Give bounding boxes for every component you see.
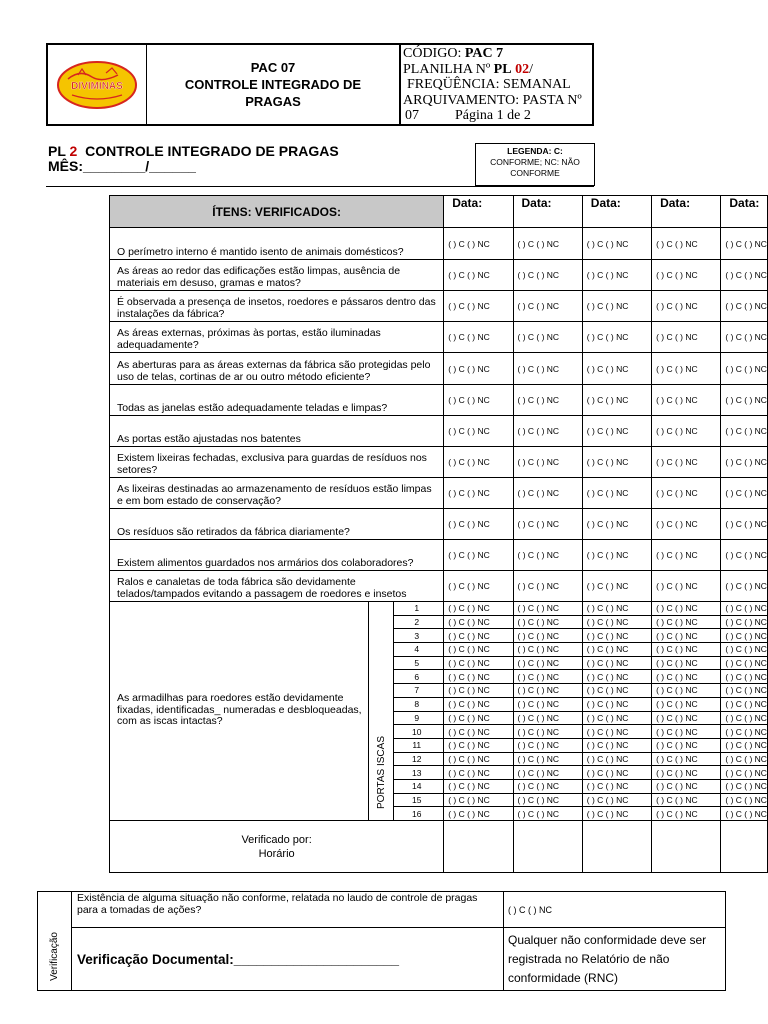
conformity-checkbox-day-1[interactable]: ( ) C ( ) NC bbox=[444, 447, 513, 478]
conformity-checkbox-day-3[interactable]: ( ) C ( ) NC bbox=[582, 385, 651, 416]
conformity-checkbox-day-5[interactable]: ( ) C ( ) NC bbox=[721, 602, 768, 616]
code-label: CÓDIGO: bbox=[403, 46, 462, 61]
conformity-checkbox-day-5[interactable]: ( ) C ( ) NC bbox=[721, 540, 768, 571]
trap-number: 4 bbox=[394, 643, 444, 657]
trap-number: 3 bbox=[394, 629, 444, 643]
traps-vertical-label: PORTAS ISCAS bbox=[375, 736, 387, 809]
table-row bbox=[110, 571, 768, 602]
trap-number: 8 bbox=[394, 697, 444, 711]
trap-number: 2 bbox=[394, 615, 444, 629]
conformity-checkbox-day-5[interactable]: ( ) C ( ) NC bbox=[721, 416, 768, 447]
trap-row bbox=[110, 602, 768, 616]
conformity-checkbox-day-3[interactable]: ( ) C ( ) NC bbox=[582, 725, 651, 739]
conformity-checkbox-day-4[interactable]: ( ) C ( ) NC bbox=[652, 602, 721, 616]
trap-number: 13 bbox=[394, 766, 444, 780]
form-title-block bbox=[48, 144, 339, 174]
logo-graphic bbox=[48, 45, 146, 124]
trap-number: 14 bbox=[394, 779, 444, 793]
conformity-checkbox-day-3[interactable]: ( ) C ( ) NC bbox=[582, 322, 651, 353]
document-title bbox=[147, 45, 401, 124]
conformity-checkbox-day-2[interactable]: ( ) C ( ) NC bbox=[513, 447, 582, 478]
question-3: É observada a presença de insetos, roedores e pássaros dentro das instalações da fábrica? bbox=[110, 291, 444, 322]
conformity-checkbox-day-1[interactable]: ( ) C ( ) NC bbox=[444, 684, 513, 698]
archive-number: 07 bbox=[405, 108, 419, 123]
trap-number: 7 bbox=[394, 684, 444, 698]
conformity-checkbox-day-4[interactable]: ( ) C ( ) NC bbox=[652, 322, 721, 353]
conformity-checkbox-day-5[interactable]: ( ) C ( ) NC bbox=[721, 656, 768, 670]
divider bbox=[46, 186, 594, 187]
time-label: Horário bbox=[258, 847, 295, 860]
conformity-checkbox-day-2[interactable]: ( ) C ( ) NC bbox=[513, 752, 582, 766]
conformity-checkbox-day-4[interactable]: ( ) C ( ) NC bbox=[652, 540, 721, 571]
conformity-checkbox-day-5[interactable]: ( ) C ( ) NC bbox=[721, 228, 768, 260]
conformity-checkbox-day-2[interactable]: ( ) C ( ) NC bbox=[513, 615, 582, 629]
conformity-checkbox-day-2[interactable]: ( ) C ( ) NC bbox=[513, 725, 582, 739]
document-header bbox=[46, 43, 594, 126]
conformity-checkbox-day-4[interactable]: ( ) C ( ) NC bbox=[652, 697, 721, 711]
conformity-checkbox-day-1[interactable]: ( ) C ( ) NC bbox=[444, 629, 513, 643]
conformity-checkbox-day-2[interactable]: ( ) C ( ) NC bbox=[513, 385, 582, 416]
conformity-checkbox-day-1[interactable]: ( ) C ( ) NC bbox=[444, 807, 513, 821]
conformity-checkbox-day-3[interactable]: ( ) C ( ) NC bbox=[582, 807, 651, 821]
traps-vertical-cell bbox=[368, 602, 394, 821]
conformity-checkbox-day-5[interactable]: ( ) C ( ) NC bbox=[721, 670, 768, 684]
table-row bbox=[110, 447, 768, 478]
conformity-checkbox-day-3[interactable]: ( ) C ( ) NC bbox=[582, 711, 651, 725]
conformity-checkbox-day-5[interactable]: ( ) C ( ) NC bbox=[721, 615, 768, 629]
conformity-checkbox-day-2[interactable]: ( ) C ( ) NC bbox=[513, 738, 582, 752]
conformity-checkbox-day-2[interactable]: ( ) C ( ) NC bbox=[513, 807, 582, 821]
trap-number: 6 bbox=[394, 670, 444, 684]
conformity-checkbox-day-1[interactable]: ( ) C ( ) NC bbox=[444, 571, 513, 602]
conformity-checkbox-day-2[interactable]: ( ) C ( ) NC bbox=[513, 571, 582, 602]
table-row bbox=[110, 260, 768, 291]
conformity-checkbox-day-2[interactable]: ( ) C ( ) NC bbox=[513, 478, 582, 509]
conformity-checkbox-day-2[interactable]: ( ) C ( ) NC bbox=[513, 260, 582, 291]
rnc-note: Qualquer não conformidade deve ser registrada no Relatório de não conformidade (RNC) bbox=[504, 928, 726, 991]
conformity-checkbox-day-3[interactable]: ( ) C ( ) NC bbox=[582, 478, 651, 509]
conformity-checkbox-day-3[interactable]: ( ) C ( ) NC bbox=[582, 670, 651, 684]
verification-table bbox=[109, 195, 768, 873]
conformity-checkbox-day-3[interactable]: ( ) C ( ) NC bbox=[582, 447, 651, 478]
trap-number: 12 bbox=[394, 752, 444, 766]
title-line-1: PAC 07 bbox=[250, 60, 296, 75]
conformity-checkbox-day-5[interactable]: ( ) C ( ) NC bbox=[721, 684, 768, 698]
conformity-checkbox-day-5[interactable]: ( ) C ( ) NC bbox=[721, 478, 768, 509]
sheet-slash: / bbox=[529, 61, 533, 77]
table-row bbox=[110, 385, 768, 416]
conformity-checkbox-day-4[interactable]: ( ) C ( ) NC bbox=[652, 509, 721, 540]
conformity-checkbox-day-3[interactable]: ( ) C ( ) NC bbox=[582, 228, 651, 260]
conformity-checkbox-day-1[interactable]: ( ) C ( ) NC bbox=[444, 228, 513, 260]
question-10: Os resíduos são retirados da fábrica diariamente? bbox=[110, 509, 444, 540]
verification-vertical-label: Verificação bbox=[49, 932, 60, 981]
conformity-checkbox-day-3[interactable]: ( ) C ( ) NC bbox=[582, 629, 651, 643]
title-line-2: CONTROLE INTEGRADO DE bbox=[184, 77, 362, 92]
conformity-checkbox-day-4[interactable]: ( ) C ( ) NC bbox=[652, 571, 721, 602]
question-9: As lixeiras destinadas ao armazenamento de resíduos estão limpas e em bom estado de conservação? bbox=[110, 478, 444, 509]
sheet-pl: PL bbox=[493, 61, 512, 77]
conformity-checkbox-day-3[interactable]: ( ) C ( ) NC bbox=[582, 602, 651, 616]
legend-line-3: CONFORME bbox=[510, 168, 560, 178]
verification-vertical-cell bbox=[38, 892, 72, 991]
conformity-checkbox-day-1[interactable]: ( ) C ( ) NC bbox=[444, 656, 513, 670]
table-row bbox=[110, 228, 768, 260]
sheet-label: PLANILHA Nº bbox=[403, 61, 491, 77]
pl-number: 2 bbox=[69, 143, 78, 159]
conformity-checkbox-day-2[interactable]: ( ) C ( ) NC bbox=[513, 416, 582, 447]
conformity-checkbox-day-1[interactable]: ( ) C ( ) NC bbox=[444, 779, 513, 793]
conformity-checkbox-day-1[interactable]: ( ) C ( ) NC bbox=[444, 615, 513, 629]
conformity-checkbox-day-2[interactable]: ( ) C ( ) NC bbox=[513, 670, 582, 684]
conformity-checkbox-day-1[interactable]: ( ) C ( ) NC bbox=[444, 291, 513, 322]
conformity-checkbox-day-2[interactable]: ( ) C ( ) NC bbox=[513, 779, 582, 793]
conformity-checkbox-day-5[interactable]: ( ) C ( ) NC bbox=[721, 725, 768, 739]
conformity-checkbox-day-3[interactable]: ( ) C ( ) NC bbox=[582, 571, 651, 602]
conformity-checkbox-day-4[interactable]: ( ) C ( ) NC bbox=[652, 752, 721, 766]
conformity-checkbox-day-5[interactable]: ( ) C ( ) NC bbox=[721, 807, 768, 821]
conformity-checkbox-day-4[interactable]: ( ) C ( ) NC bbox=[652, 793, 721, 807]
conformity-checkbox-day-3[interactable]: ( ) C ( ) NC bbox=[582, 697, 651, 711]
conformity-checkbox-day-2[interactable]: ( ) C ( ) NC bbox=[513, 602, 582, 616]
situation-cnc-checkbox[interactable]: ( ) C ( ) NC bbox=[504, 892, 726, 928]
conformity-checkbox-day-4[interactable]: ( ) C ( ) NC bbox=[652, 684, 721, 698]
conformity-checkbox-day-5[interactable]: ( ) C ( ) NC bbox=[721, 509, 768, 540]
conformity-checkbox-day-2[interactable]: ( ) C ( ) NC bbox=[513, 697, 582, 711]
table-row bbox=[110, 509, 768, 540]
conformity-checkbox-day-4[interactable]: ( ) C ( ) NC bbox=[652, 416, 721, 447]
conformity-checkbox-day-3[interactable]: ( ) C ( ) NC bbox=[582, 353, 651, 385]
conformity-checkbox-day-5[interactable]: ( ) C ( ) NC bbox=[721, 291, 768, 322]
question-4: As áreas externas, próximas às portas, estão iluminadas adequadamente? bbox=[110, 322, 444, 353]
conformity-checkbox-day-4[interactable]: ( ) C ( ) NC bbox=[652, 738, 721, 752]
conformity-checkbox-day-1[interactable]: ( ) C ( ) NC bbox=[444, 711, 513, 725]
conformity-checkbox-day-2[interactable]: ( ) C ( ) NC bbox=[513, 793, 582, 807]
conformity-checkbox-day-5[interactable]: ( ) C ( ) NC bbox=[721, 643, 768, 657]
question-7: As portas estão ajustadas nos batentes bbox=[110, 416, 444, 447]
trap-number: 16 bbox=[394, 807, 444, 821]
conformity-checkbox-day-4[interactable]: ( ) C ( ) NC bbox=[652, 478, 721, 509]
conformity-checkbox-day-3[interactable]: ( ) C ( ) NC bbox=[582, 291, 651, 322]
trap-number: 1 bbox=[394, 602, 444, 616]
conformity-checkbox-day-5[interactable]: ( ) C ( ) NC bbox=[721, 322, 768, 353]
conformity-checkbox-day-1[interactable]: ( ) C ( ) NC bbox=[444, 322, 513, 353]
conformity-checkbox-day-1[interactable]: ( ) C ( ) NC bbox=[444, 752, 513, 766]
conformity-checkbox-day-1[interactable]: ( ) C ( ) NC bbox=[444, 670, 513, 684]
conformity-checkbox-day-4[interactable]: ( ) C ( ) NC bbox=[652, 385, 721, 416]
question-11: Existem alimentos guardados nos armários dos colaboradores? bbox=[110, 540, 444, 571]
verified-by-label: Verificado por: bbox=[241, 833, 312, 846]
conformity-checkbox-day-1[interactable]: ( ) C ( ) NC bbox=[444, 766, 513, 780]
conformity-checkbox-day-1[interactable]: ( ) C ( ) NC bbox=[444, 697, 513, 711]
title-line-3: PRAGAS bbox=[245, 94, 301, 109]
bottom-verification-table bbox=[37, 891, 726, 991]
date-header-4[interactable]: Data: bbox=[652, 196, 721, 228]
logo-text: DIVIMINAS bbox=[71, 81, 123, 92]
conformity-checkbox-day-3[interactable]: ( ) C ( ) NC bbox=[582, 416, 651, 447]
conformity-checkbox-day-2[interactable]: ( ) C ( ) NC bbox=[513, 509, 582, 540]
conformity-checkbox-day-1[interactable]: ( ) C ( ) NC bbox=[444, 353, 513, 385]
conformity-checkbox-day-5[interactable]: ( ) C ( ) NC bbox=[721, 260, 768, 291]
conformity-checkbox-day-3[interactable]: ( ) C ( ) NC bbox=[582, 615, 651, 629]
question-5: As aberturas para as áreas externas da fábrica são protegidas pelo uso de telas, cortinas de ar ou outro método eficiente? bbox=[110, 353, 444, 385]
conformity-checkbox-day-3[interactable]: ( ) C ( ) NC bbox=[582, 684, 651, 698]
table-row bbox=[110, 478, 768, 509]
conformity-checkbox-day-1[interactable]: ( ) C ( ) NC bbox=[444, 643, 513, 657]
legend-line-2: CONFORME; NC: NÃO bbox=[490, 157, 580, 167]
signature-field-5[interactable] bbox=[721, 821, 768, 873]
conformity-checkbox-day-4[interactable]: ( ) C ( ) NC bbox=[652, 629, 721, 643]
frequency: FREQÜÊNCIA: SEMANAL bbox=[407, 77, 571, 92]
conformity-checkbox-day-3[interactable]: ( ) C ( ) NC bbox=[582, 752, 651, 766]
conformity-checkbox-day-1[interactable]: ( ) C ( ) NC bbox=[444, 509, 513, 540]
doc-verification-field[interactable]: Verificação Documental:______________________ bbox=[72, 928, 504, 991]
conformity-checkbox-day-4[interactable]: ( ) C ( ) NC bbox=[652, 656, 721, 670]
conformity-checkbox-day-5[interactable]: ( ) C ( ) NC bbox=[721, 752, 768, 766]
question-1: O perímetro interno é mantido isento de animais domésticos? bbox=[110, 228, 444, 260]
conformity-checkbox-day-1[interactable]: ( ) C ( ) NC bbox=[444, 260, 513, 291]
conformity-checkbox-day-4[interactable]: ( ) C ( ) NC bbox=[652, 807, 721, 821]
traps-question: As armadilhas para roedores estão devidamente fixadas, identificadas_ numeradas e desbloqueadas, com as iscas intactas? bbox=[110, 602, 369, 821]
question-6: Todas as janelas estão adequadamente teladas e limpas? bbox=[110, 385, 444, 416]
conformity-checkbox-day-3[interactable]: ( ) C ( ) NC bbox=[582, 779, 651, 793]
table-row bbox=[110, 291, 768, 322]
table-row bbox=[110, 322, 768, 353]
page-number: Página 1 de 2 bbox=[455, 108, 531, 123]
conformity-checkbox-day-5[interactable]: ( ) C ( ) NC bbox=[721, 766, 768, 780]
conformity-checkbox-day-2[interactable]: ( ) C ( ) NC bbox=[513, 540, 582, 571]
conformity-checkbox-day-5[interactable]: ( ) C ( ) NC bbox=[721, 697, 768, 711]
date-header-3[interactable]: Data: bbox=[582, 196, 651, 228]
conformity-checkbox-day-2[interactable]: ( ) C ( ) NC bbox=[513, 353, 582, 385]
date-header-2[interactable]: Data: bbox=[513, 196, 582, 228]
conformity-checkbox-day-3[interactable]: ( ) C ( ) NC bbox=[582, 509, 651, 540]
conformity-checkbox-day-3[interactable]: ( ) C ( ) NC bbox=[582, 260, 651, 291]
conformity-checkbox-day-5[interactable]: ( ) C ( ) NC bbox=[721, 571, 768, 602]
legend-box bbox=[475, 143, 595, 186]
conformity-checkbox-day-5[interactable]: ( ) C ( ) NC bbox=[721, 779, 768, 793]
conformity-checkbox-day-1[interactable]: ( ) C ( ) NC bbox=[444, 540, 513, 571]
conformity-checkbox-day-4[interactable]: ( ) C ( ) NC bbox=[652, 615, 721, 629]
conformity-checkbox-day-2[interactable]: ( ) C ( ) NC bbox=[513, 322, 582, 353]
table-row bbox=[110, 353, 768, 385]
conformity-checkbox-day-1[interactable]: ( ) C ( ) NC bbox=[444, 478, 513, 509]
question-8: Existem lixeiras fechadas, exclusiva para guardas de resíduos nos setores? bbox=[110, 447, 444, 478]
conformity-checkbox-day-2[interactable]: ( ) C ( ) NC bbox=[513, 228, 582, 260]
conformity-checkbox-day-5[interactable]: ( ) C ( ) NC bbox=[721, 447, 768, 478]
conformity-checkbox-day-1[interactable]: ( ) C ( ) NC bbox=[444, 738, 513, 752]
signature-field-3[interactable] bbox=[582, 821, 651, 873]
code-value: PAC 7 bbox=[464, 46, 504, 61]
trap-number: 11 bbox=[394, 738, 444, 752]
legend-line-1: LEGENDA: C: bbox=[507, 146, 563, 156]
trap-number: 10 bbox=[394, 725, 444, 739]
signature-field-4[interactable] bbox=[652, 821, 721, 873]
conformity-checkbox-day-5[interactable]: ( ) C ( ) NC bbox=[721, 385, 768, 416]
question-12: Ralos e canaletas de toda fábrica são devidamente telados/tampados evitando a passagem de roedores e insetos bbox=[110, 571, 444, 602]
conformity-checkbox-day-5[interactable]: ( ) C ( ) NC bbox=[721, 629, 768, 643]
conformity-checkbox-day-4[interactable]: ( ) C ( ) NC bbox=[652, 447, 721, 478]
conformity-checkbox-day-4[interactable]: ( ) C ( ) NC bbox=[652, 228, 721, 260]
conformity-checkbox-day-3[interactable]: ( ) C ( ) NC bbox=[582, 766, 651, 780]
table-row bbox=[110, 416, 768, 447]
conformity-checkbox-day-3[interactable]: ( ) C ( ) NC bbox=[582, 643, 651, 657]
trap-number: 15 bbox=[394, 793, 444, 807]
conformity-checkbox-day-4[interactable]: ( ) C ( ) NC bbox=[652, 725, 721, 739]
conformity-checkbox-day-3[interactable]: ( ) C ( ) NC bbox=[582, 793, 651, 807]
conformity-checkbox-day-4[interactable]: ( ) C ( ) NC bbox=[652, 353, 721, 385]
conformity-checkbox-day-5[interactable]: ( ) C ( ) NC bbox=[721, 793, 768, 807]
conformity-checkbox-day-5[interactable]: ( ) C ( ) NC bbox=[721, 738, 768, 752]
date-header-1[interactable]: Data: bbox=[444, 196, 513, 228]
conformity-checkbox-day-2[interactable]: ( ) C ( ) NC bbox=[513, 766, 582, 780]
signature-field-1[interactable] bbox=[444, 821, 513, 873]
situation-question: Existência de alguma situação não conforme, relatada no laudo de controle de pragas para a tomadas de ações? bbox=[72, 892, 504, 928]
conformity-checkbox-day-4[interactable]: ( ) C ( ) NC bbox=[652, 711, 721, 725]
company-logo bbox=[48, 45, 147, 124]
trap-number: 5 bbox=[394, 656, 444, 670]
conformity-checkbox-day-5[interactable]: ( ) C ( ) NC bbox=[721, 711, 768, 725]
trap-number: 9 bbox=[394, 711, 444, 725]
conformity-checkbox-day-4[interactable]: ( ) C ( ) NC bbox=[652, 260, 721, 291]
conformity-checkbox-day-1[interactable]: ( ) C ( ) NC bbox=[444, 725, 513, 739]
sheet-number: 02 bbox=[515, 61, 530, 77]
conformity-checkbox-day-2[interactable]: ( ) C ( ) NC bbox=[513, 643, 582, 657]
conformity-checkbox-day-1[interactable]: ( ) C ( ) NC bbox=[444, 602, 513, 616]
document-code-block bbox=[401, 45, 592, 124]
conformity-checkbox-day-2[interactable]: ( ) C ( ) NC bbox=[513, 684, 582, 698]
conformity-checkbox-day-4[interactable]: ( ) C ( ) NC bbox=[652, 291, 721, 322]
month-field[interactable]: MÊS:________/______ bbox=[48, 158, 196, 174]
conformity-checkbox-day-2[interactable]: ( ) C ( ) NC bbox=[513, 711, 582, 725]
conformity-checkbox-day-3[interactable]: ( ) C ( ) NC bbox=[582, 540, 651, 571]
signature-field-2[interactable] bbox=[513, 821, 582, 873]
question-2: As áreas ao redor das edificações estão limpas, ausência de materiais em desuso, gramas e matos? bbox=[110, 260, 444, 291]
pl-prefix: PL bbox=[48, 143, 66, 159]
conformity-checkbox-day-4[interactable]: ( ) C ( ) NC bbox=[652, 779, 721, 793]
conformity-checkbox-day-4[interactable]: ( ) C ( ) NC bbox=[652, 643, 721, 657]
conformity-checkbox-day-2[interactable]: ( ) C ( ) NC bbox=[513, 656, 582, 670]
conformity-checkbox-day-4[interactable]: ( ) C ( ) NC bbox=[652, 670, 721, 684]
pl-title: CONTROLE INTEGRADO DE PRAGAS bbox=[85, 143, 339, 159]
conformity-checkbox-day-2[interactable]: ( ) C ( ) NC bbox=[513, 629, 582, 643]
verified-by-cell bbox=[110, 821, 444, 873]
conformity-checkbox-day-3[interactable]: ( ) C ( ) NC bbox=[582, 656, 651, 670]
archive: ARQUIVAMENTO: PASTA Nº bbox=[403, 92, 582, 108]
conformity-checkbox-day-1[interactable]: ( ) C ( ) NC bbox=[444, 793, 513, 807]
items-header: ÍTENS: VERIFICADOS: bbox=[110, 196, 444, 228]
conformity-checkbox-day-5[interactable]: ( ) C ( ) NC bbox=[721, 353, 768, 385]
table-row bbox=[110, 540, 768, 571]
date-header-5[interactable]: Data: bbox=[721, 196, 768, 228]
conformity-checkbox-day-2[interactable]: ( ) C ( ) NC bbox=[513, 291, 582, 322]
conformity-checkbox-day-1[interactable]: ( ) C ( ) NC bbox=[444, 385, 513, 416]
conformity-checkbox-day-3[interactable]: ( ) C ( ) NC bbox=[582, 738, 651, 752]
conformity-checkbox-day-1[interactable]: ( ) C ( ) NC bbox=[444, 416, 513, 447]
conformity-checkbox-day-4[interactable]: ( ) C ( ) NC bbox=[652, 766, 721, 780]
